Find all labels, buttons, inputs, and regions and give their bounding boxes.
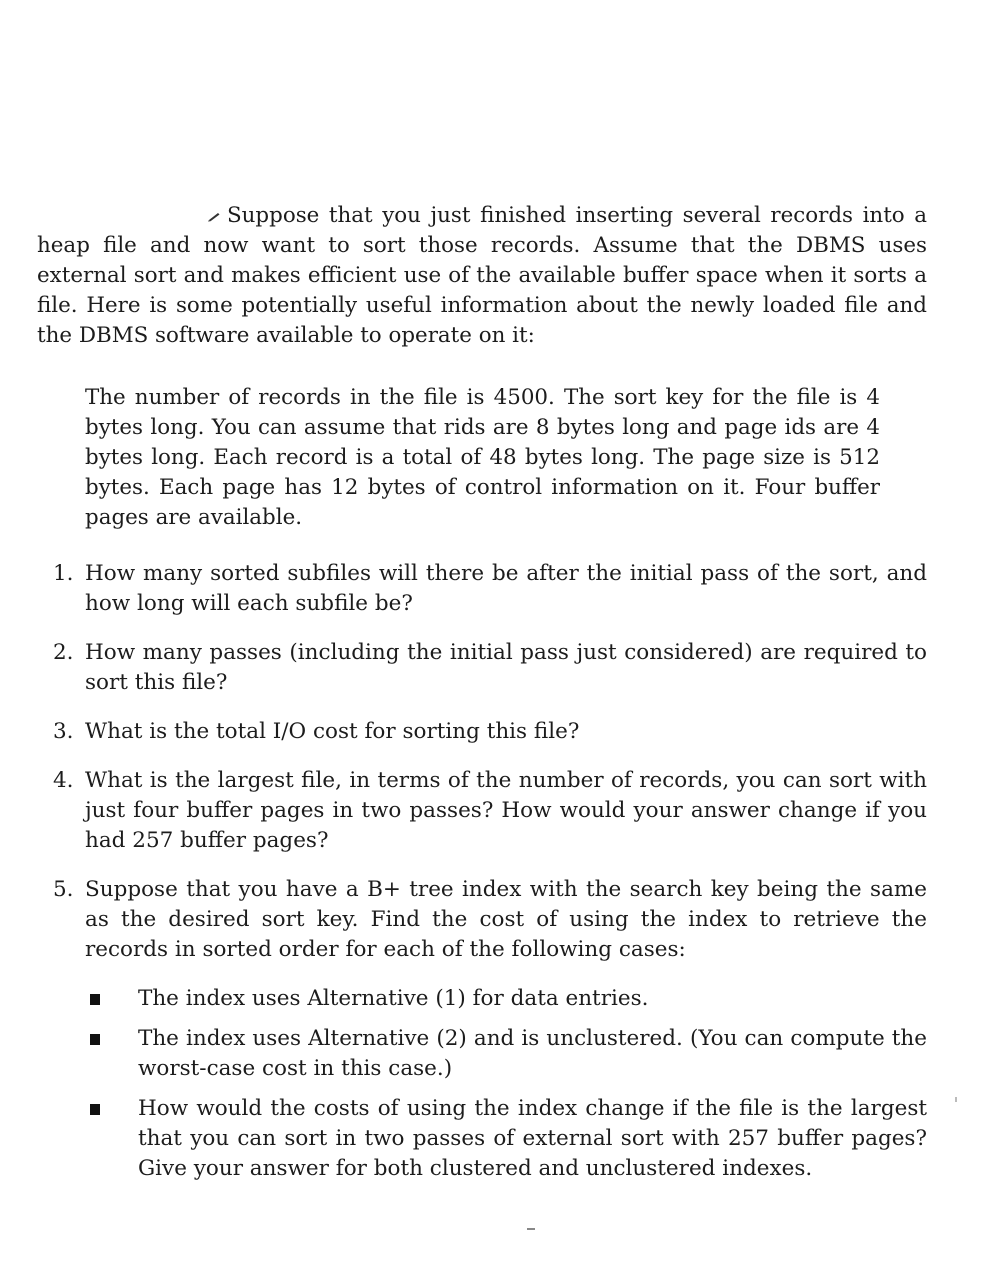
- pencil-icon: [207, 201, 221, 231]
- question-item: [37, 875, 927, 1184]
- intro-text: Suppose that you just finished inserting several records into a heap file and now want to sort those records. Assume that the DBMS uses external sort and makes efficient use of the available buffer space when it sorts a file. Here is some potentially useful information about the newly loaded file and the DBMS software available to operate on it:: [37, 203, 927, 348]
- case-text: How would the costs of using the index change if the file is the largest that you can sort in two passes of external sort with 257 buffer pages? Give your answer for both clustered and unclustered indexes.: [138, 1096, 927, 1181]
- question-text: What is the largest file, in terms of the number of records, you can sort with just four buffer pages in two passes? How would your answer change if you had 257 buffer pages?: [85, 768, 927, 853]
- square-bullet-icon: [90, 1104, 100, 1115]
- file-info-paragraph: The number of records in the file is 4500. The sort key for the file is 4 bytes long. You can assume that rids are 8 bytes long and page ids are 4 bytes long. Each record is a total of 48 bytes long. The page size is 512 bytes. Each page has 12 bytes of control information on it. Four buffer pages are available.: [85, 385, 880, 530]
- question-item: [37, 638, 927, 698]
- case-list: [85, 984, 927, 1184]
- scan-speck: [527, 1228, 535, 1230]
- question-text: How many passes (including the initial pass just considered) are required to sort this file?: [85, 640, 927, 695]
- question-list: [37, 559, 927, 1203]
- intro-paragraph: [37, 201, 927, 351]
- case-item: [85, 1024, 927, 1084]
- question-text: What is the total I/O cost for sorting this file?: [85, 719, 580, 744]
- question-number: 4.: [53, 768, 74, 793]
- square-bullet-icon: [90, 994, 100, 1005]
- question-item: [37, 717, 927, 747]
- case-text: The index uses Alternative (2) and is unclustered. (You can compute the worst-case cost in this case.): [138, 1026, 927, 1081]
- question-text: Suppose that you have a B+ tree index with the search key being the same as the desired sort key. Find the cost of using the index to retrieve the records in sorted order for each of the following cases:: [85, 877, 927, 962]
- question-number: 2.: [53, 640, 74, 665]
- scan-speck: [955, 1097, 957, 1102]
- question-item: [37, 559, 927, 619]
- question-text: How many sorted subfiles will there be after the initial pass of the sort, and how long will each subfile be?: [85, 561, 927, 616]
- question-number: 1.: [53, 561, 74, 586]
- question-item: [37, 766, 927, 856]
- case-text: The index uses Alternative (1) for data entries.: [138, 986, 649, 1011]
- question-number: 5.: [53, 877, 74, 902]
- question-number: 3.: [53, 719, 74, 744]
- case-item: [85, 984, 927, 1014]
- square-bullet-icon: [90, 1034, 100, 1045]
- case-item: [85, 1094, 927, 1184]
